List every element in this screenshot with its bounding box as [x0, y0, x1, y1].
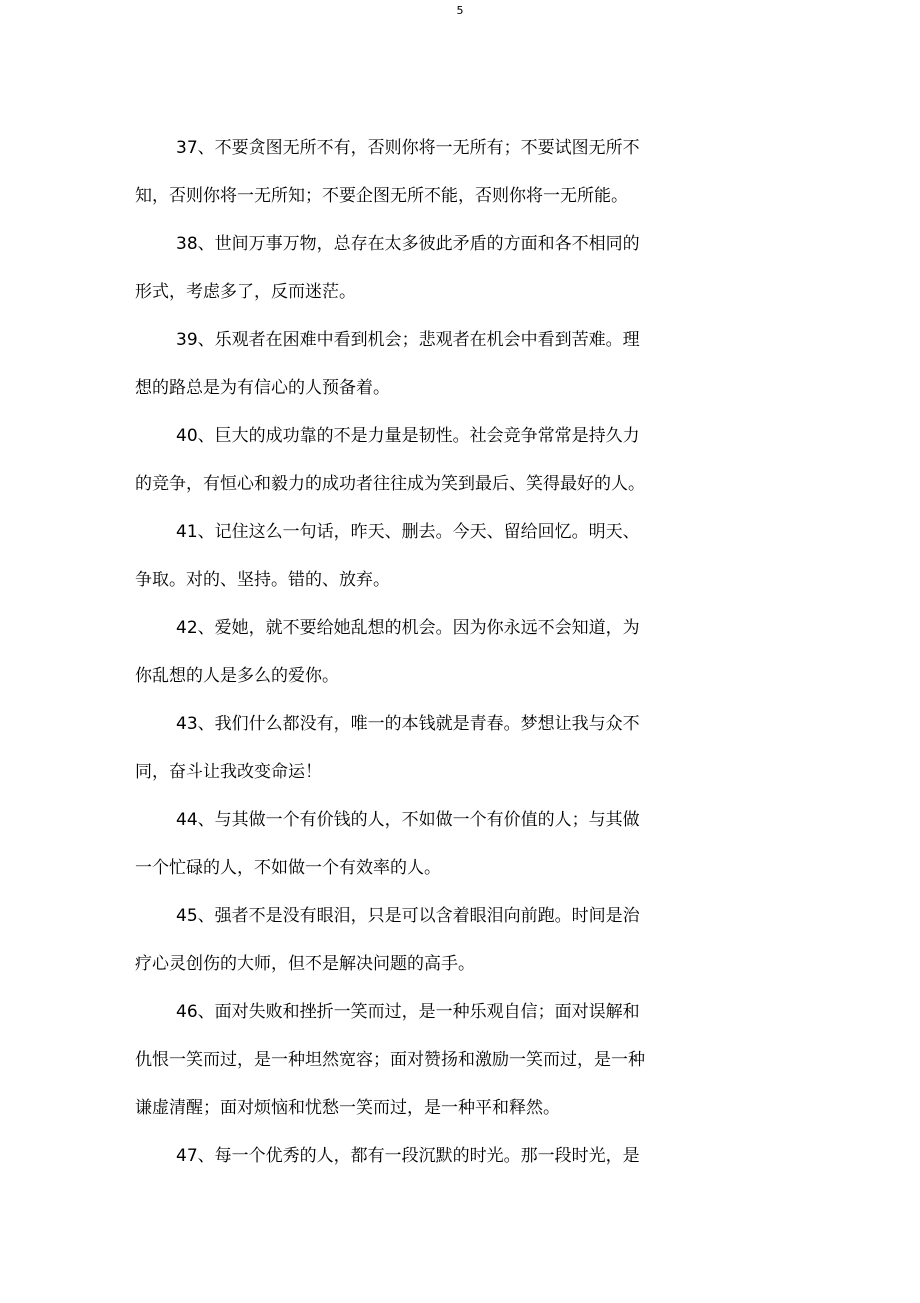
paragraph-first-line: 44、与其做一个有价钱的人，不如做一个有价值的人；与其做 [176, 810, 640, 830]
paragraph-line: 争取。对的、坚持。错的、放弃。 [135, 570, 390, 590]
paragraph [135, 988, 687, 1132]
paragraph [135, 796, 687, 892]
paragraph-line: 你乱想的人是多么的爱你。 [135, 666, 339, 686]
page-number: 5 [456, 4, 464, 17]
paragraph [135, 316, 687, 412]
paragraph-first-line: 40、巨大的成功靠的不是力量是韧性。社会竞争常常是持久力 [176, 426, 640, 446]
paragraph-first-line: 41、记住这么一句话，昨天、删去。今天、留给回忆。明天、 [176, 522, 640, 542]
paragraph [135, 412, 687, 508]
paragraph-first-line: 47、每一个优秀的人，都有一段沉默的时光。那一段时光，是 [176, 1146, 640, 1166]
paragraph-first-line: 38、世间万事万物，总存在太多彼此矛盾的方面和各不相同的 [176, 234, 640, 254]
paragraph [135, 220, 687, 316]
paragraph-line: 形式，考虑多了，反而迷茫。 [135, 282, 356, 302]
paragraph-first-line: 42、爱她，就不要给她乱想的机会。因为你永远不会知道，为 [176, 618, 640, 638]
paragraph-line: 仇恨一笑而过，是一种坦然宽容；面对赞扬和激励一笑而过，是一种 [135, 1050, 645, 1070]
paragraph-first-line: 43、我们什么都没有，唯一的本钱就是青春。梦想让我与众不 [176, 714, 640, 734]
paragraph-line: 的竞争，有恒心和毅力的成功者往往成为笑到最后、笑得最好的人。 [135, 474, 645, 494]
paragraph [135, 604, 687, 700]
paragraph-line: 谦虚清醒；面对烦恼和忧愁一笑而过，是一种平和释然。 [135, 1098, 560, 1118]
paragraph-line: 同，奋斗让我改变命运！ [135, 762, 322, 782]
paragraph-first-line: 46、面对失败和挫折一笑而过，是一种乐观自信；面对误解和 [176, 1002, 640, 1022]
paragraph-first-line: 37、不要贪图无所不有，否则你将一无所有；不要试图无所不 [176, 138, 640, 158]
document-body [135, 124, 687, 1180]
paragraph-line: 疗心灵创伤的大师，但不是解决问题的高手。 [135, 954, 475, 974]
paragraph-line: 知，否则你将一无所知；不要企图无所不能，否则你将一无所能。 [135, 186, 628, 206]
paragraph-first-line: 45、强者不是没有眼泪，只是可以含着眼泪向前跑。时间是治 [176, 906, 640, 926]
paragraph-line: 一个忙碌的人，不如做一个有效率的人。 [135, 858, 441, 878]
paragraph [135, 700, 687, 796]
paragraph [135, 1132, 687, 1180]
paragraph-first-line: 39、乐观者在困难中看到机会；悲观者在机会中看到苦难。理 [176, 330, 640, 350]
paragraph [135, 508, 687, 604]
paragraph [135, 892, 687, 988]
paragraph-line: 想的路总是为有信心的人预备着。 [135, 378, 390, 398]
paragraph [135, 124, 687, 220]
